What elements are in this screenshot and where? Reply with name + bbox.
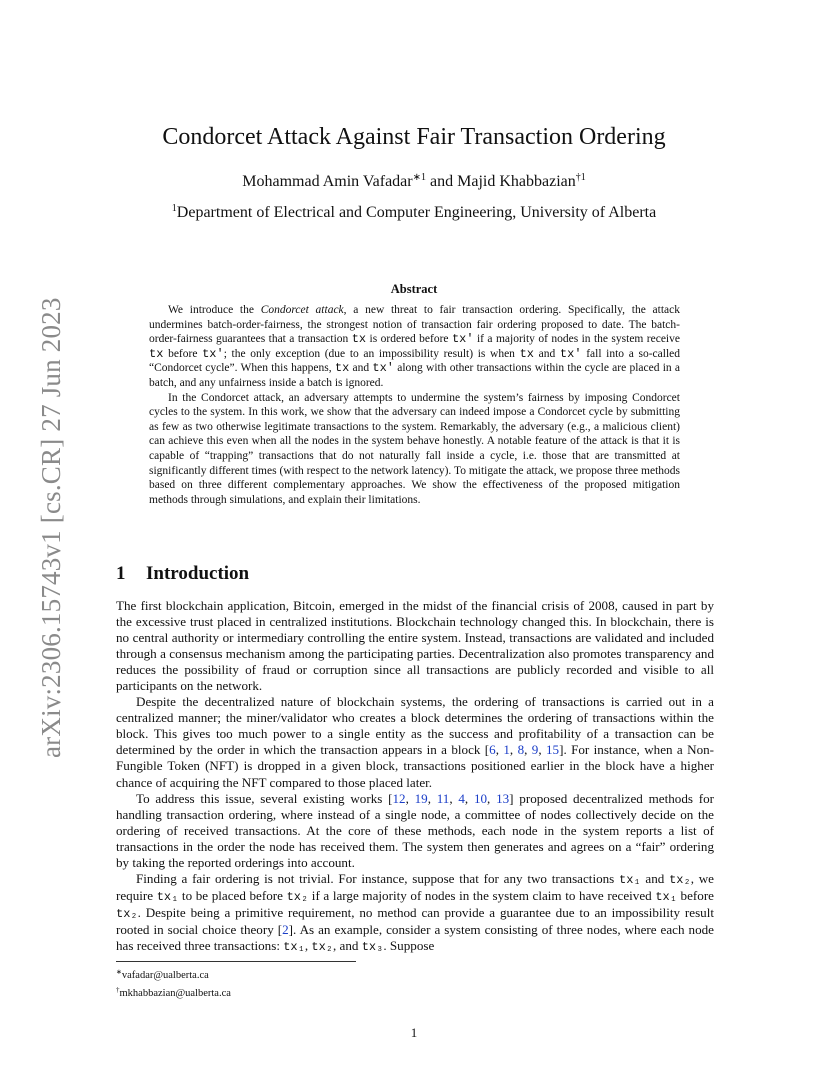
affiliation-text: Department of Electrical and Computer Engineering, University of Alberta	[176, 204, 657, 221]
tx-symbol: tx₂	[311, 939, 333, 954]
footnote-email: vafadar@ualberta.ca	[121, 970, 209, 981]
citation-link[interactable]: 9	[531, 742, 539, 758]
tx-symbol: tx₃	[361, 939, 384, 954]
footnote	[116, 983, 231, 1001]
arxiv-side-stamp: arXiv:2306.15743v1 [cs.CR] 27 Jun 2023	[36, 297, 66, 758]
affiliation-mark: 1	[171, 203, 177, 214]
citation-link[interactable]: 6	[489, 742, 496, 758]
section-title: Introduction	[146, 563, 250, 584]
author-name: Majid Khabbazian	[457, 173, 576, 190]
author-connector: and	[426, 173, 458, 190]
citation-link[interactable]: 4	[458, 790, 465, 806]
abstract-paragraph: In the Condorcet attack, an adversary attempts to undermine the system’s fairness by imposing Condorcet cycles to the system. In this work, we show that the adversary can indeed impose a Condorcet cycle by submitting as few as two otherwise legitimate transactions to the system. Remarkably, the adversary (e.g., a malicious client) can achieve this even when all the nodes in the system behave honestly. A notable feature of the attack is that it is capable of “trapping” transactions that do not naturally fall inside a cycle, i.e. those that are transmitted at significantly different times (with respect to the network latency). To mitigate the attack, we propose three methods based on three different complementary approaches. We show the effectiveness of the proposed mitigation methods through simulations, and explain their limitations.	[149, 391, 680, 506]
tx-symbol: tx₁	[619, 872, 641, 887]
citation-link[interactable]: 2	[282, 921, 289, 937]
citation-link[interactable]: 19	[414, 790, 428, 806]
citation-link[interactable]: 1	[503, 742, 510, 758]
body-paragraph: To address this issue, several existing works [12, 19, 11, 4, 10, 13] proposed decentralized methods for handling transaction ordering, where instead of a single node, a committee of nodes collectively decide on the ordering of received transactions. At the core of these methods, each node in the system reports a list of transactions in the order the node has received them. The system then generates and agrees on a “fair” ordering by taking the reported orderings into account.	[116, 790, 714, 870]
tx-symbol: tx₂	[669, 872, 691, 887]
abstract-paragraph: We introduce the Condorcet attack, a new threat to fair transaction ordering. Specifically, the attack undermines batch-order-fairness, the strongest notion of transaction fair ordering proposed to date. The batch-order-fairness guarantees that a transaction tx is ordered before tx′ if a majority of nodes in the system receive tx before tx′; the only exception (due to an impossibility result) is when tx and tx′ fall into a so-called “Condorcet cycle”. When this happens, tx and tx′ along with other transactions within the cycle are placed in a batch, and any unfairness inside a batch is ignored.	[149, 304, 680, 389]
author-mark: †1	[575, 172, 586, 183]
tx-symbol: tx	[519, 346, 534, 361]
tx-symbol: tx′	[202, 346, 224, 361]
footnote-email: mkhabbazian@ualberta.ca	[119, 988, 231, 999]
citation-link[interactable]: 11	[436, 790, 450, 806]
footnote-mark: †	[116, 986, 120, 994]
citation-link[interactable]: 8	[517, 742, 525, 758]
tx-symbol: tx	[334, 361, 350, 376]
tx-symbol: tx′	[559, 346, 582, 361]
body-text	[116, 598, 714, 955]
section-heading	[116, 563, 249, 585]
emphasis: Condorcet attack	[260, 304, 344, 316]
tx-symbol: tx₂	[286, 889, 309, 904]
section-number: 1	[116, 563, 126, 584]
abstract-heading: Abstract	[390, 282, 438, 296]
tx-symbol: tx	[149, 346, 164, 361]
tx-symbol: tx′	[372, 361, 394, 376]
citation-link[interactable]: 10	[473, 790, 488, 806]
body-paragraph: Finding a fair ordering is not trivial. For instance, suppose that for any two transactions tx₁ and tx₂, we require tx₁ to be placed before tx₂ if a large majority of nodes in the system claim to have received tx₁ before tx₂. Despite being a primitive requirement, no method can provide a guarantee due to an impossibility result rooted in social choice theory [2]. As an example, consider a system consisting of three nodes, where each node has received three transactions: tx₁, tx₂, and tx₃. Suppose	[116, 870, 714, 954]
tx-symbol: tx₂	[116, 906, 138, 921]
affiliation	[0, 203, 828, 222]
paper-title: Condorcet Attack Against Fair Transaction Ordering	[162, 124, 666, 150]
citation-link[interactable]: 13	[496, 790, 510, 806]
footnote-mark: ∗	[116, 968, 122, 976]
footnotes	[116, 965, 231, 1001]
citation-link[interactable]: 12	[392, 790, 406, 806]
body-paragraph: The first blockchain application, Bitcoin, emerged in the midst of the financial crisis of 2008, caused in part by the excessive trust placed in centralized institutions. Blockchain technology changed this. In blockchain, there is no central authority or intermediary controlling the entire system. Instead, transactions are validated and included through a consensus mechanism among the participating parties. Decentralization also promotes transparency and reduces the possibility of fraud or corruption since all transactions are publicly recorded and visible to all participants on the network.	[116, 598, 714, 694]
author-mark: ∗1	[412, 172, 426, 183]
tx-symbol: tx′	[451, 332, 474, 347]
author-name: Mohammad Amin Vafadar	[242, 173, 413, 190]
tx-symbol: tx₁	[156, 889, 179, 904]
tx-symbol: tx	[351, 332, 367, 347]
tx-symbol: tx₁	[655, 889, 677, 904]
footnote-divider	[116, 961, 356, 962]
page-number: 1	[410, 1025, 418, 1040]
body-paragraph: Despite the decentralized nature of blockchain systems, the ordering of transactions is carried out in a centralized manner; the miner/validator who creates a block determines the ordering of transactions within the block. This gives too much power to a single entity as the success and profitability of a transaction can be determined by the order in which the transaction appears in a block [6, 1, 8, 9, 15]. For instance, when a Non-Fungible Token (NFT) is dropped in a given block, transactions positioned earlier in the block have a higher chance of acquiring the NFT compared to those placed later.	[116, 694, 715, 790]
author-list	[0, 172, 828, 191]
footnote	[116, 965, 231, 983]
abstract-body	[149, 303, 680, 507]
tx-symbol: tx₁	[283, 939, 305, 954]
citation-link[interactable]: 15	[545, 742, 560, 758]
